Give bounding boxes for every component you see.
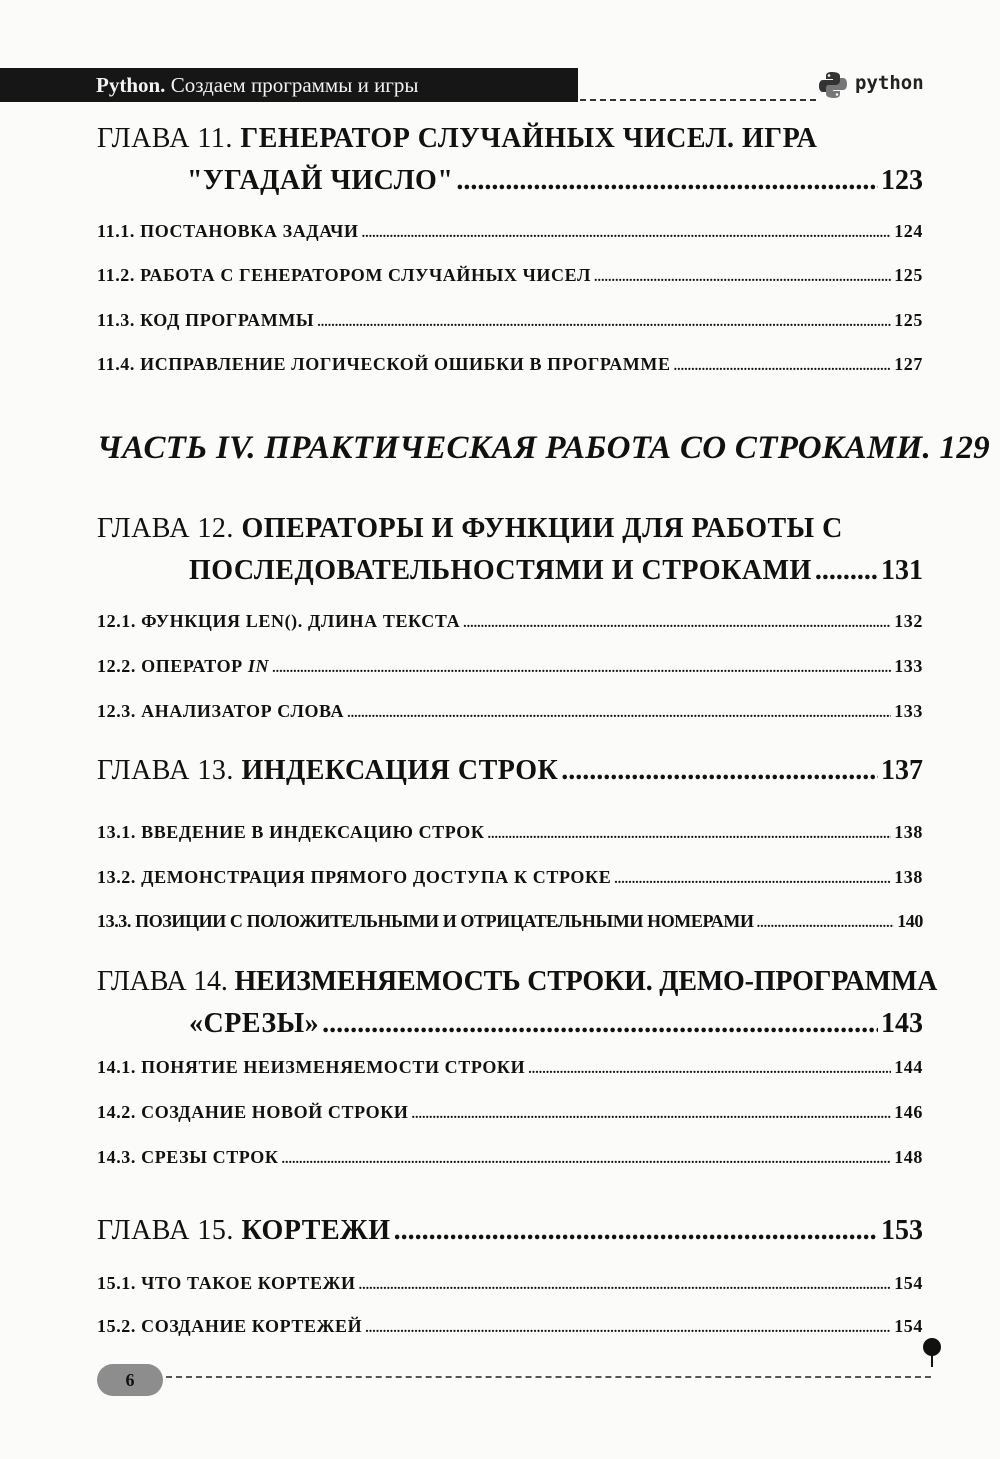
dot-leader <box>463 616 891 632</box>
header-title-bold: Python. <box>96 73 166 97</box>
toc-chapter-13[interactable] <box>97 750 923 792</box>
chapter-title-line1: ОПЕРАТОРЫ И ФУНКЦИИ ДЛЯ РАБОТЫ С <box>233 513 843 544</box>
dot-leader <box>394 1210 878 1252</box>
dot-leader <box>411 1107 891 1123</box>
section-label: 11.2. РАБОТА С ГЕНЕРАТОРОМ СЛУЧАЙНЫХ ЧИСЕЛ <box>97 265 591 285</box>
section-label: 15.2. СОЗДАНИЕ КОРТЕЖЕЙ <box>97 1316 363 1336</box>
dot-leader <box>561 750 878 792</box>
section-page: 140 <box>897 911 923 931</box>
chapter-title: ИНДЕКСАЦИЯ СТРОК <box>233 755 559 786</box>
section-page: 138 <box>894 822 923 842</box>
dot-leader <box>674 359 892 375</box>
section-label: 11.1. ПОСТАНОВКА ЗАДАЧИ <box>97 221 359 241</box>
toc-section-14-2[interactable] <box>97 1102 923 1123</box>
toc-section-12-2[interactable] <box>97 656 923 677</box>
toc-section-15-2[interactable] <box>97 1316 923 1337</box>
toc-section-12-1[interactable] <box>97 611 923 632</box>
dot-leader <box>456 160 878 202</box>
toc-part-4[interactable]: ЧАСТЬ IV. ПРАКТИЧЕСКАЯ РАБОТА СО СТРОКАМИ. 129 <box>97 430 990 466</box>
chapter-prefix: ГЛАВА 15. <box>97 1215 234 1246</box>
section-label: 12.1. ФУНКЦИЯ LEN(). ДЛИНА ТЕКСТА <box>97 611 461 631</box>
chapter-prefix: ГЛАВА 11. <box>97 123 233 154</box>
toc-section-11-4[interactable] <box>97 354 923 375</box>
chapter-title-line1: ГЕНЕРАТОР СЛУЧАЙНЫХ ЧИСЕЛ. ИГРА <box>232 123 818 154</box>
section-label: 13.2. ДЕМОНСТРАЦИЯ ПРЯМОГО ДОСТУПА К СТРОКЕ <box>97 867 612 887</box>
footer-dashed-rule <box>166 1376 931 1378</box>
dot-leader <box>614 872 891 888</box>
section-page: 138 <box>894 867 923 887</box>
section-label: 15.1. ЧТО ТАКОЕ КОРТЕЖИ <box>97 1273 356 1293</box>
chapter-title-line1: НЕИЗМЕНЯЕМОСТЬ СТРОКИ. ДЕМО-ПРОГРАММА <box>227 966 938 997</box>
section-page: 127 <box>894 354 923 374</box>
chapter-prefix: ГЛАВА 12. <box>97 513 234 544</box>
toc-chapter-15[interactable] <box>97 1210 923 1252</box>
toc-section-13-2[interactable] <box>97 867 923 888</box>
toc-section-12-3[interactable] <box>97 701 923 722</box>
section-page: 132 <box>894 611 923 631</box>
section-page: 144 <box>894 1057 923 1077</box>
section-label-italic: IN <box>247 656 270 676</box>
toc-section-14-1[interactable] <box>97 1057 923 1078</box>
dot-leader <box>528 1062 891 1078</box>
dot-leader <box>359 1278 892 1294</box>
section-page: 154 <box>894 1273 923 1293</box>
chapter-page: 143 <box>881 1008 923 1039</box>
chapter-page: 131 <box>881 555 923 586</box>
dot-leader <box>594 270 891 286</box>
toc-chapter-11[interactable] <box>97 118 923 202</box>
chapter-page: 123 <box>881 165 923 196</box>
chapter-title-line2: ПОСЛЕДОВАТЕЛЬНОСТЯМИ И СТРОКАМИ <box>189 555 812 586</box>
section-label: 13.3. ПОЗИЦИИ С ПОЛОЖИТЕЛЬНЫМИ И ОТРИЦАТЕЛЬНЫМИ НОМЕРАМИ <box>97 911 754 931</box>
toc-section-11-3[interactable] <box>97 310 923 331</box>
toc-section-11-2[interactable] <box>97 265 923 286</box>
section-page: 124 <box>894 221 923 241</box>
brand-label: python <box>855 72 924 94</box>
dot-leader <box>362 226 892 242</box>
section-page: 133 <box>894 701 923 721</box>
chapter-page: 137 <box>881 755 923 786</box>
dot-leader <box>365 1321 891 1337</box>
dot-leader <box>347 706 891 722</box>
section-page: 154 <box>894 1316 923 1336</box>
section-page: 125 <box>894 310 923 330</box>
bullet-icon <box>923 1338 941 1356</box>
section-page: 146 <box>894 1102 923 1122</box>
section-label: 12.2. ОПЕРАТОР <box>97 656 248 676</box>
section-page: 125 <box>894 265 923 285</box>
dot-leader <box>815 550 878 592</box>
footer-tick <box>931 1355 933 1367</box>
dot-leader <box>272 661 891 677</box>
section-page: 148 <box>894 1147 923 1167</box>
toc-chapter-12[interactable] <box>97 508 923 592</box>
toc-section-13-1[interactable] <box>97 822 923 843</box>
section-label: 12.3. АНАЛИЗАТОР СЛОВА <box>97 701 345 721</box>
dot-leader <box>282 1152 892 1168</box>
toc-section-15-1[interactable] <box>97 1273 923 1294</box>
section-label: 14.2. СОЗДАНИЕ НОВОЙ СТРОКИ <box>97 1102 409 1122</box>
toc-section-14-3[interactable] <box>97 1147 923 1168</box>
running-header-title <box>96 68 419 102</box>
dot-leader <box>757 916 895 932</box>
dot-leader <box>317 315 891 331</box>
python-logo-icon <box>818 70 848 100</box>
section-label: 13.1. ВВЕДЕНИЕ В ИНДЕКСАЦИЮ СТРОК <box>97 822 485 842</box>
chapter-title-line2: "УГАДАЙ ЧИСЛО" <box>187 165 454 196</box>
dot-leader <box>488 827 892 843</box>
section-page: 133 <box>894 656 923 676</box>
chapter-prefix: ГЛАВА 14. <box>97 966 228 997</box>
toc-chapter-14[interactable] <box>97 961 938 1045</box>
chapter-title: КОРТЕЖИ <box>233 1215 391 1246</box>
section-label: 14.1. ПОНЯТИЕ НЕИЗМЕНЯЕМОСТИ СТРОКИ <box>97 1057 526 1077</box>
section-label: 11.4. ИСПРАВЛЕНИЕ ЛОГИЧЕСКОЙ ОШИБКИ В ПРОГРАММЕ <box>97 354 671 374</box>
running-header-bar <box>0 68 578 102</box>
header-title-rest: Создаем программы и игры <box>165 73 419 97</box>
section-label: 11.3. КОД ПРОГРАММЫ <box>97 310 315 330</box>
chapter-prefix: ГЛАВА 13. <box>97 755 234 786</box>
dot-leader <box>322 1003 878 1045</box>
chapter-page: 153 <box>881 1215 923 1246</box>
page-number-badge: 6 <box>97 1364 163 1396</box>
toc-section-11-1[interactable] <box>97 221 923 242</box>
header-dashed-rule <box>580 99 816 101</box>
section-label: 14.3. СРЕЗЫ СТРОК <box>97 1147 279 1167</box>
toc-section-13-3[interactable] <box>97 911 923 932</box>
chapter-title-line2: «СРЕЗЫ» <box>189 1008 320 1039</box>
